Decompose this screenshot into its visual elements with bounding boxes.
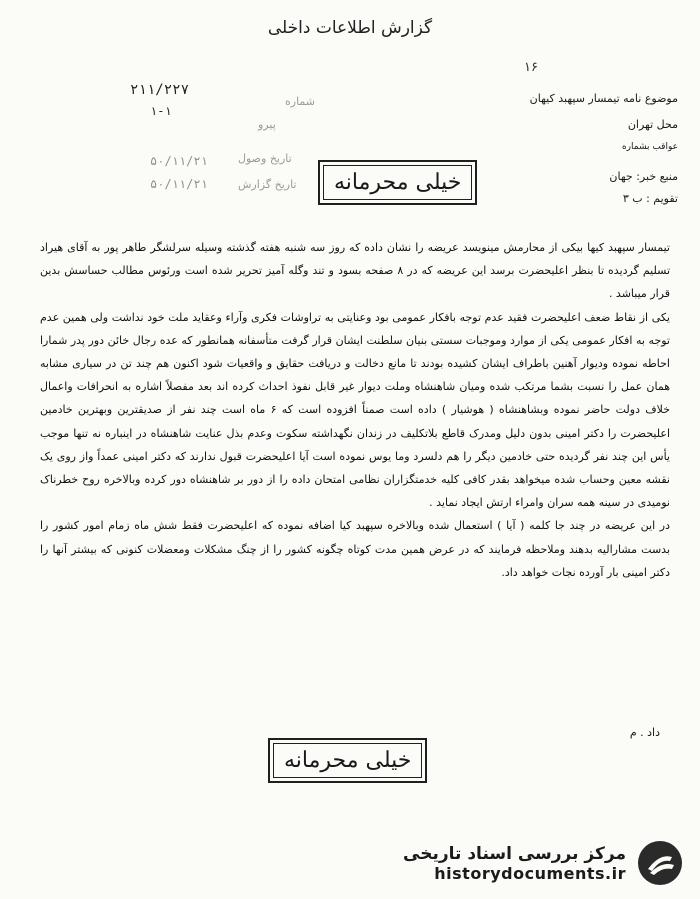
number-label: شماره	[285, 95, 316, 108]
reference-sub-number: ۱-۱	[150, 104, 172, 118]
archive-logo-icon	[636, 839, 684, 887]
report-date-label: تاریخ گزارش	[238, 178, 297, 191]
watermark-title: مرکز بررسی اسناد تاریخی	[403, 843, 626, 864]
archive-watermark	[403, 839, 684, 887]
report-date: ۵۰/۱۱/۲۱	[150, 177, 208, 191]
receipt-date-label: تاریخ وصول	[238, 152, 292, 165]
reference-number: ۲۱۱/۲۲۷	[130, 82, 190, 98]
closing-text: داد . م	[629, 726, 660, 739]
body-paragraph-2: یکی از نقاط ضعف اعلیحضرت فقید عدم توجه بافکار عمومی بود وعنایتی به تراوشات فکری وآراء وعقاید ملت خود نداشت ولی همین عدم توجه به افکار عمومی یکی از موارد وموجبات سستی بنیان سلطنت ایشان قرار گرفت متأسفانه همانطور که عده رجال خائن دور پدر شمارا احاطه نموده ودیوار آهنین باطراف ایشان کشیده بودند تا مانع دخالت و دریافت حقایق و واقعیات شود اکنون هم چند تن در سیاری مشابه همان عمل را نسبت بشما مرتکب شده ومیان شاهنشاه وملت دیوار غیر قابل نفوذ احداث کرده اند بعد مفصلاً اشاره به انحرافات واعمال خلاف دولت حاضر نموده وبشاهنشاه ( هوشیار ) داده است صمناً افزوده است که ۶ ماه است چند نفر از صدیقترین وبهترین خادمین اعلیحضرت را دکتر امینی بدون دلیل ومدرک قاطع بلاتکلیف در زندان نگهداشته سکوت وعدم بذل عنایت شاهنشاه در اینباره نه تنها موجب یأس این چند نفر گردیده حتی خادمین دیگر را هم دلسرد وما یوس نموده است آیا اعلیحضرت قبول ندارند که دکتر امینی عمداً واز روی یک نقشه معین وحساب شده میخواهد بقدر کافی کلیه خدمتگزاران نظامی امتحان داده را از دور بر شاهنشاه دور کرده وبالاخره روح خطرناک نومیدی در سینه همه سران وامراء ارتش ایجاد نماید .	[40, 310, 671, 510]
follow-label: پیرو	[258, 118, 276, 131]
handwritten-mark: ۱۶	[524, 60, 538, 75]
document-title: گزارش اطلاعات داخلی	[267, 18, 433, 38]
subject-line: موضوع نامه تیمسار سپهبد کیهان	[529, 92, 678, 105]
bottom-confidential-stamp: خیلی محرمانه	[268, 738, 427, 783]
report-body	[40, 236, 670, 584]
top-confidential-stamp: خیلی محرمانه	[318, 160, 477, 205]
body-paragraph-3: در این عریضه در چند جا کلمه ( آیا ) استعمال شده وبالاخره سپهبد کیا اضافه نموده که اعلیحضرت فقط شش ماه زمام امور کشور را بدست مشارالیه بدهند وملاحظه فرمایند که در عرض همین مدت کوتاه چگونه کشور را از چنگ مشکلات ومعضلات کنونی که بیشتر آنها را دکتر امینی بار آورده نجات خواهد داد.	[40, 519, 670, 579]
receipt-date: ۵۰/۱۱/۲۱	[150, 154, 208, 168]
source-line: منبع خبر: جهان	[609, 170, 678, 183]
rating-line: تقویم : ب ۳	[622, 192, 678, 205]
body-paragraph-1: تیمسار سپهبد کیها بیکی از محارمش مینویسد عریضه را نشان داده که روز سه شنبه هفته گذشته وسیله سرلشگر طاهر پور به آقای هیراد تسلیم گردیده تا بنظر اعلیحضرت برسد این عریضه که در ۸ صفحه بسود و تند وگله آمیز تحریر شده است ورئوس مطالب حساسش بدین قرار میباشد .	[40, 241, 671, 301]
attachment-line: عواقب بشماره	[621, 142, 678, 152]
watermark-url: historydocuments.ir	[434, 863, 626, 883]
location-line: محل تهران	[627, 118, 678, 131]
